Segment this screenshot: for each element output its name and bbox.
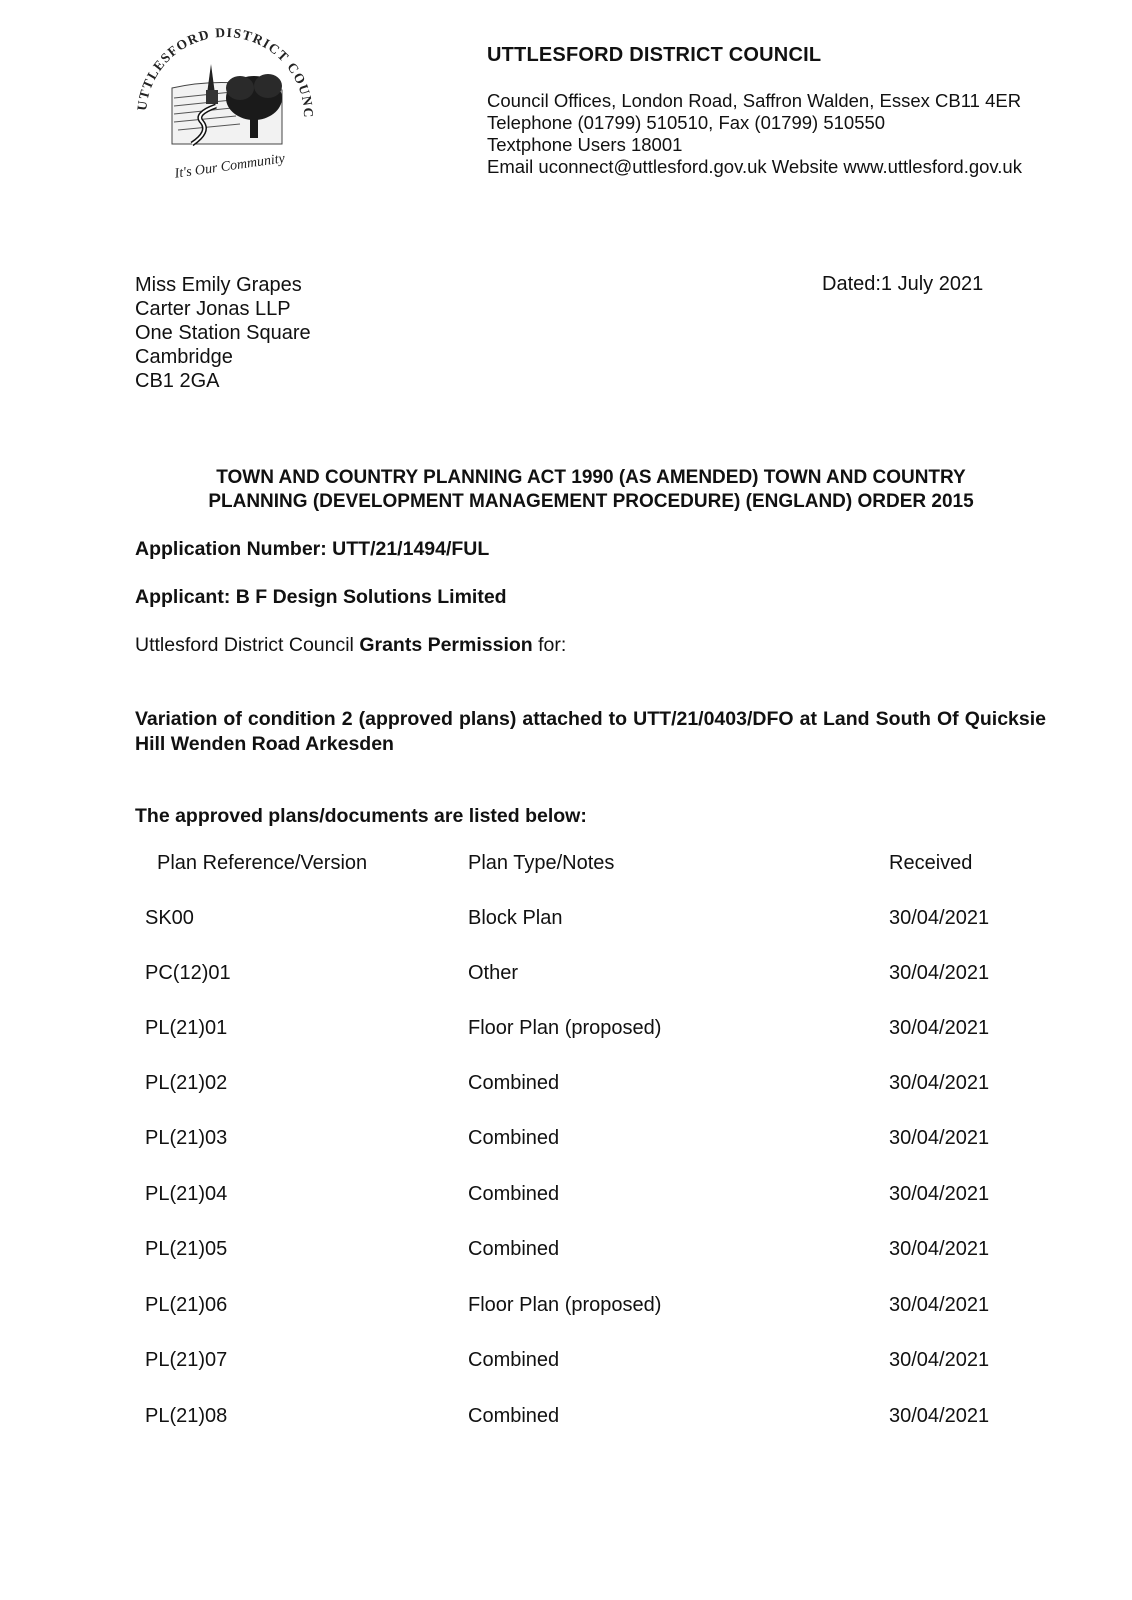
plan-reference: PL(21)04 — [145, 1183, 228, 1205]
plan-received: 30/04/2021 — [889, 1072, 990, 1094]
council-textphone: Textphone Users 18001 — [487, 134, 683, 155]
applicant: Applicant: B F Design Solutions Limited — [135, 586, 507, 608]
table-row — [0, 1349, 1132, 1379]
plan-type: Combined — [468, 1127, 560, 1149]
act-title — [135, 466, 1047, 514]
act-title-line-1: TOWN AND COUNTRY PLANNING ACT 1990 (AS AMENDED) TOWN AND COUNTRY — [216, 467, 966, 488]
plan-received: 30/04/2021 — [889, 1127, 990, 1149]
recipient-town: Cambridge — [135, 346, 233, 368]
table-row — [0, 1238, 1132, 1268]
plan-received: 30/04/2021 — [889, 1017, 990, 1039]
grant-statement — [135, 634, 566, 657]
table-row — [0, 1405, 1132, 1435]
plan-received: 30/04/2021 — [889, 1349, 990, 1371]
plan-received: 30/04/2021 — [889, 962, 990, 984]
table-header-plan-reference: Plan Reference/Version — [157, 852, 368, 874]
council-contact-block — [487, 90, 1022, 178]
table-row — [0, 1294, 1132, 1324]
table-row — [0, 1183, 1132, 1213]
recipient-name: Miss Emily Grapes — [135, 274, 302, 296]
plan-type: Floor Plan (proposed) — [468, 1017, 662, 1039]
plan-received: 30/04/2021 — [889, 1238, 990, 1260]
recipient-address — [135, 273, 311, 393]
letter-date: Dated:1 July 2021 — [822, 273, 984, 295]
plan-type: Combined — [468, 1072, 560, 1094]
plan-type: Combined — [468, 1349, 560, 1371]
logo-arc-text: UTTLESFORD DISTRICT COUNC — [134, 24, 317, 119]
plan-reference: PL(21)07 — [145, 1349, 228, 1371]
plan-received: 30/04/2021 — [889, 907, 990, 929]
grant-prefix: Uttlesford District Council — [135, 634, 360, 656]
act-title-line-2: PLANNING (DEVELOPMENT MANAGEMENT PROCEDURE) (ENGLAND) ORDER 2015 — [208, 491, 974, 512]
plan-reference: SK00 — [145, 907, 194, 929]
plan-reference: PL(21)06 — [145, 1294, 228, 1316]
council-crest-icon — [132, 18, 318, 194]
plan-type: Combined — [468, 1238, 560, 1260]
logo-motto: It's Our Community — [173, 151, 286, 182]
table-row — [0, 907, 1132, 937]
table-row — [0, 1127, 1132, 1157]
plan-received: 30/04/2021 — [889, 1294, 990, 1316]
plan-received: 30/04/2021 — [889, 1405, 990, 1427]
plan-reference: PL(21)08 — [145, 1405, 228, 1427]
table-row — [0, 962, 1132, 992]
application-number: Application Number: UTT/21/1494/FUL — [135, 538, 490, 560]
grant-decision: Grants Permission — [359, 634, 533, 656]
plan-reference: PL(21)05 — [145, 1238, 228, 1260]
recipient-postcode: CB1 2GA — [135, 370, 220, 392]
table-header-plan-type: Plan Type/Notes — [468, 852, 615, 874]
council-address: Council Offices, London Road, Saffron Walden, Essex CB11 4ER — [487, 90, 1022, 111]
table-header-received: Received — [889, 852, 973, 874]
variation-description: Variation of condition 2 (approved plans) attached to UTT/21/0403/DFO at Land South Of Quicksie Hill Wenden Road Arkesden — [135, 708, 1046, 755]
plan-reference: PL(21)01 — [145, 1017, 228, 1039]
plan-reference: PC(12)01 — [145, 962, 231, 984]
plan-type: Other — [468, 962, 519, 984]
table-row — [0, 1017, 1132, 1047]
plan-type: Combined — [468, 1183, 560, 1205]
council-logo — [132, 18, 318, 194]
plan-received: 30/04/2021 — [889, 1183, 990, 1205]
plan-reference: PL(21)03 — [145, 1127, 228, 1149]
council-phone: Telephone (01799) 510510, Fax (01799) 510550 — [487, 112, 886, 133]
council-email-website: Email uconnect@uttlesford.gov.uk Website www.uttlesford.gov.uk — [487, 156, 1022, 177]
recipient-street: One Station Square — [135, 322, 311, 344]
table-row — [0, 1072, 1132, 1102]
plan-type: Floor Plan (proposed) — [468, 1294, 662, 1316]
plan-type: Combined — [468, 1405, 560, 1427]
plan-reference: PL(21)02 — [145, 1072, 228, 1094]
grant-suffix: for: — [532, 634, 567, 656]
recipient-company: Carter Jonas LLP — [135, 298, 291, 320]
plan-type: Block Plan — [468, 907, 563, 929]
plans-heading: The approved plans/documents are listed below: — [135, 805, 587, 827]
council-name: UTTLESFORD DISTRICT COUNCIL — [487, 44, 822, 66]
